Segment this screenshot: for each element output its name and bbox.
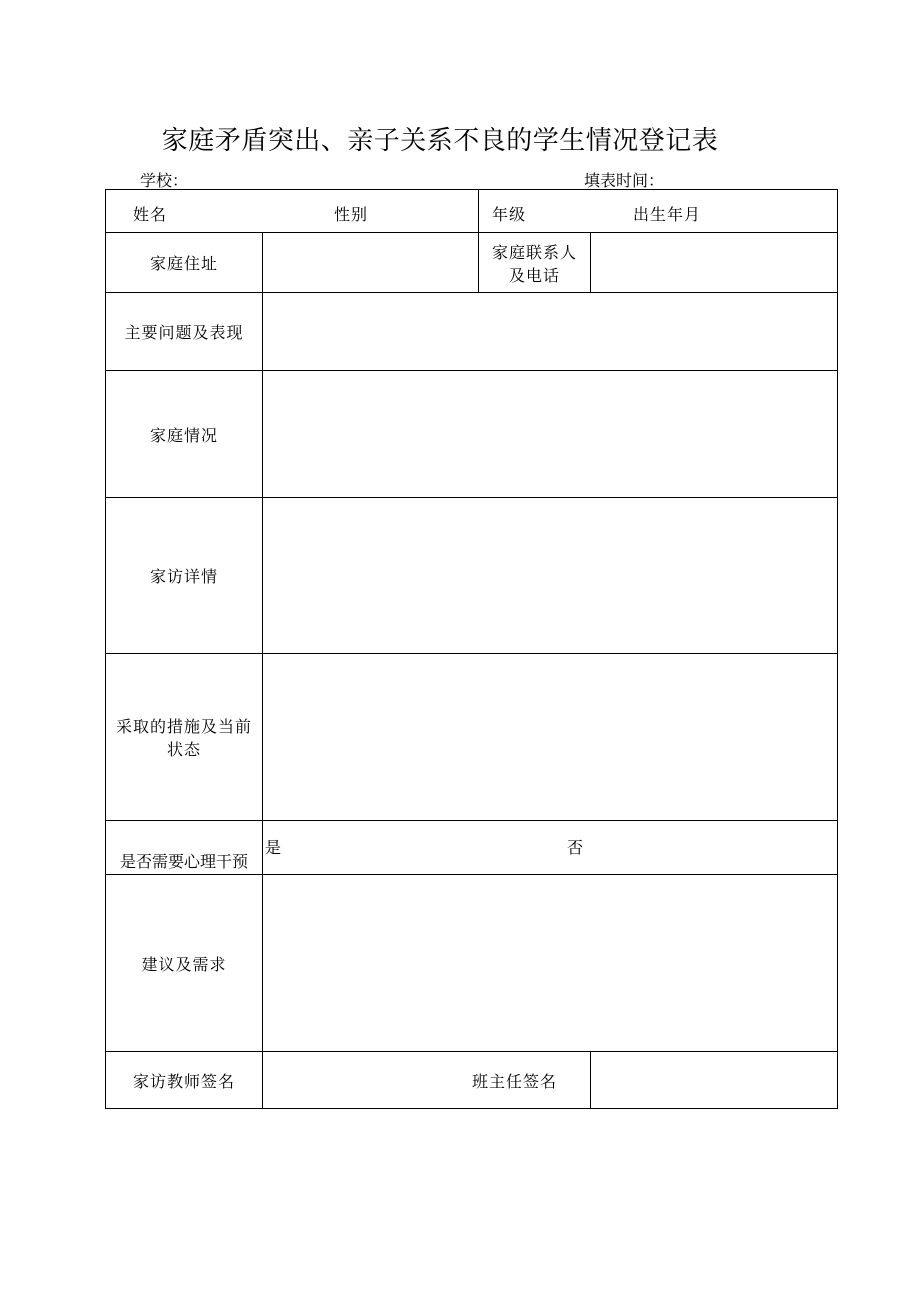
teacher-sign-field[interactable] [263, 1052, 591, 1109]
signature-row [106, 1052, 838, 1109]
psych-yes-option[interactable]: 是 [265, 838, 283, 857]
head-teacher-sign-label: 班主任签名 [472, 1072, 558, 1091]
teacher-sign-label: 家访教师签名 [106, 1052, 263, 1109]
family-row [106, 371, 838, 498]
suggest-row [106, 875, 838, 1052]
psych-label: 是否需要心理干预 [106, 821, 263, 875]
family-label: 家庭情况 [106, 371, 263, 498]
problem-row [106, 293, 838, 371]
problem-field[interactable] [263, 293, 838, 371]
problem-label: 主要问题及表现 [106, 293, 263, 371]
contact-label [479, 233, 591, 293]
psych-row [106, 821, 838, 875]
family-field[interactable] [263, 371, 838, 498]
measures-label [106, 654, 263, 821]
school-label: 学校： [140, 171, 189, 190]
measures-field[interactable] [263, 654, 838, 821]
visit-row [106, 498, 838, 654]
visit-label: 家访详情 [106, 498, 263, 654]
measures-label-line1: 采取的措施及当前 [115, 717, 252, 736]
measures-row [106, 654, 838, 821]
contact-field[interactable] [591, 233, 838, 293]
visit-field[interactable] [263, 498, 838, 654]
gender-label: 性别 [334, 205, 369, 224]
name-label: 姓名 [133, 205, 168, 224]
name-gender-cell[interactable] [106, 190, 479, 233]
fill-date-label: 填表时间： [584, 171, 665, 190]
grade-birth-cell[interactable] [479, 190, 838, 233]
address-field[interactable] [263, 233, 479, 293]
basic-info-row [106, 190, 838, 233]
birth-label: 出生年月 [633, 205, 702, 224]
contact-label-line2: 及电话 [508, 265, 560, 285]
form-title: 家庭矛盾突出、亲子关系不良的学生情况登记表 [161, 126, 719, 156]
head-teacher-sign-field[interactable] [591, 1052, 838, 1109]
registration-table [105, 189, 838, 1109]
suggest-label: 建议及需求 [106, 875, 263, 1052]
grade-label: 年级 [492, 205, 527, 224]
address-row [106, 233, 838, 293]
psych-no-option[interactable]: 否 [567, 838, 585, 857]
contact-label-line1: 家庭联系人 [491, 242, 577, 262]
address-label: 家庭住址 [106, 233, 263, 293]
suggest-field[interactable] [263, 875, 838, 1052]
psych-field[interactable] [263, 821, 838, 875]
measures-label-line2: 状态 [166, 740, 201, 759]
